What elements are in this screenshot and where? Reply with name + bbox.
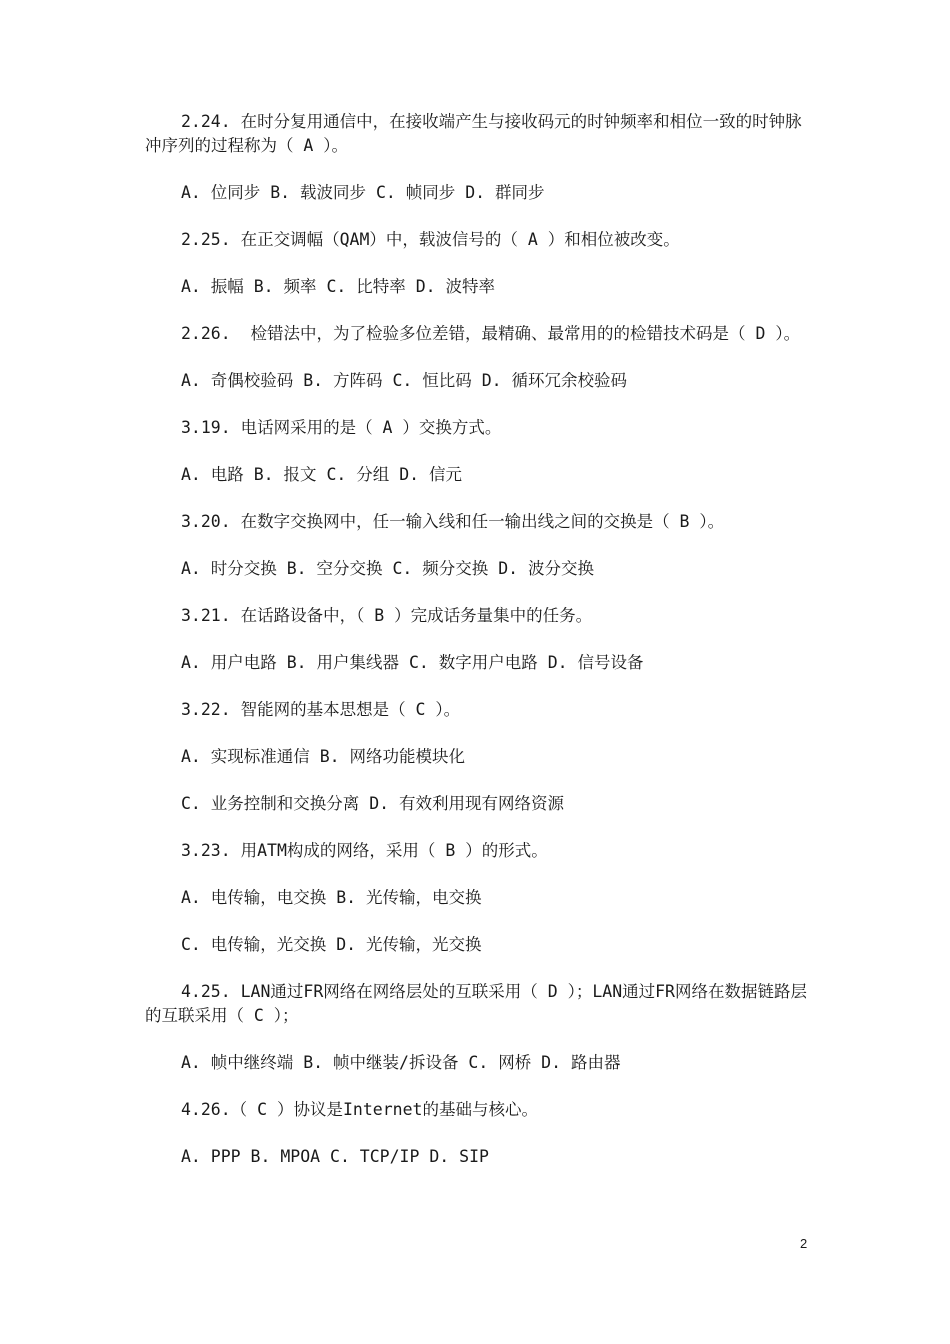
question-text: 2.26. 检错法中，为了检验多位差错，最精确、最常用的的检错技术码是（ D ）。 xyxy=(181,324,801,343)
answer-options: C. 业务控制和交换分离 D. 有效利用现有网络资源 xyxy=(181,794,565,813)
document-body xyxy=(145,110,810,1169)
question-text: 3.21. 在话路设备中，（ B ）完成话务量集中的任务。 xyxy=(181,606,593,625)
answer-options: A. PPP B. MPOA C. TCP/IP D. SIP xyxy=(181,1147,489,1166)
question-text: 2.25. 在正交调幅（QAM）中，载波信号的（ A ）和相位被改变。 xyxy=(181,230,680,249)
answer-options: A. 电路 B. 报文 C. 分组 D. 信元 xyxy=(181,465,463,484)
question-text: 4.26.（ C ）协议是Internet的基础与核心。 xyxy=(181,1100,538,1119)
page-number: 2 xyxy=(800,1236,808,1251)
answer-options: A. 奇偶校验码 B. 方阵码 C. 恒比码 D. 循环冗余校验码 xyxy=(181,371,628,390)
question-text: 4.25. LAN通过FR网络在网络层处的互联采用（ D ）；LAN通过FR网络在数据链路层的互联采用（ C ）； xyxy=(145,982,807,1025)
question-text: 3.19. 电话网采用的是（ A ）交换方式。 xyxy=(181,418,502,437)
question-text: 3.20. 在数字交换网中，任一输入线和任一输出线之间的交换是（ B ）。 xyxy=(181,512,725,531)
answer-options: C. 电传输，光交换 D. 光传输，光交换 xyxy=(181,935,482,954)
answer-options: A. 帧中继终端 B. 帧中继装/拆设备 C. 网桥 D. 路由器 xyxy=(181,1053,621,1072)
question-text: 3.22. 智能网的基本思想是（ C ）。 xyxy=(181,700,461,719)
answer-options: A. 用户电路 B. 用户集线器 C. 数字用户电路 D. 信号设备 xyxy=(181,653,644,672)
question-text: 3.23. 用ATM构成的网络，采用（ B ）的形式。 xyxy=(181,841,548,860)
answer-options: A. 时分交换 B. 空分交换 C. 频分交换 D. 波分交换 xyxy=(181,559,595,578)
answer-options: A. 实现标准通信 B. 网络功能模块化 xyxy=(181,747,466,766)
answer-options: A. 位同步 B. 载波同步 C. 帧同步 D. 群同步 xyxy=(181,183,545,202)
question-text: 2.24. 在时分复用通信中，在接收端产生与接收码元的时钟频率和相位一致的时钟脉冲序列的过程称为（ A ）。 xyxy=(145,112,802,155)
answer-options: A. 电传输，电交换 B. 光传输，电交换 xyxy=(181,888,482,907)
answer-options: A. 振幅 B. 频率 C. 比特率 D. 波特率 xyxy=(181,277,496,296)
